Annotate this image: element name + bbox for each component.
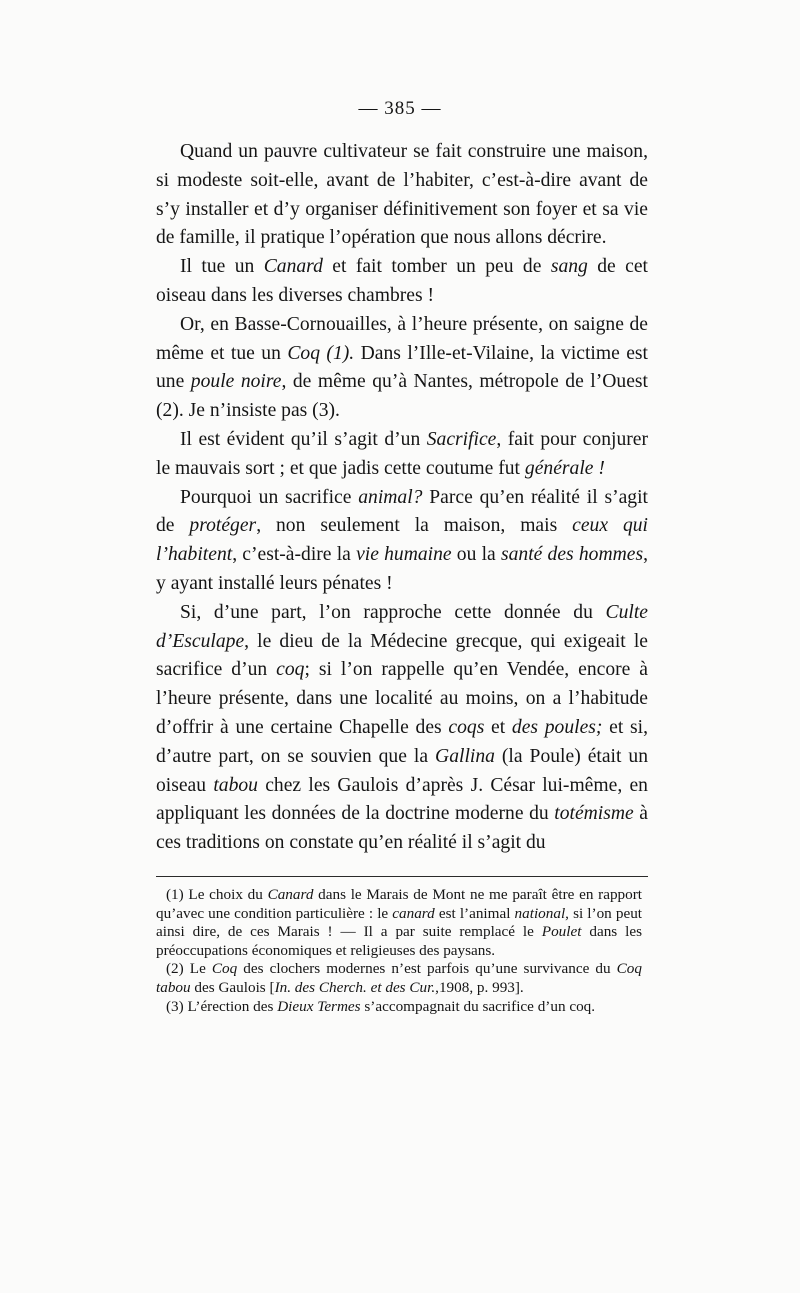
italic-text: Dieux Termes	[277, 997, 361, 1015]
text-run: Il est évident qu’il s’agit d’un	[180, 428, 427, 450]
text-run: (1) Le choix du	[166, 886, 268, 903]
italic-text: Canard	[263, 256, 323, 278]
text-run: , y ayant installé leurs pénates !	[156, 544, 648, 594]
text-run: , non seulement la maison, mais	[256, 515, 573, 537]
text-run: dans le Marais de Mont ne me paraît être en rapport qu’avec une condition particulière : le	[156, 886, 643, 922]
italic-text: coqs	[448, 716, 485, 738]
text-run: à ces traditions on constate qu’en réalité il s’agit du	[156, 803, 648, 854]
footnote	[156, 960, 642, 997]
footnote	[156, 998, 642, 1017]
italic-text: Canard	[267, 886, 314, 903]
italic-text: Sacrifice	[426, 428, 497, 450]
page-number: — 385 —	[358, 98, 442, 119]
italic-text: protéger	[189, 515, 257, 537]
italic-text: Coq (1).	[287, 342, 355, 364]
italic-text: santé des hommes	[500, 544, 644, 566]
text-run: Il tue un	[180, 256, 264, 278]
text-run: , c’est-à-dire la	[232, 544, 357, 566]
main-text	[156, 138, 648, 858]
text-run: de cet oiseau dans les diverses chambres !	[156, 256, 648, 306]
text-run: Quand un pauvre cultivateur se fait construire une maison, si modeste soit-elle, avant de l’habiter, c’est-à-dire avant de s’y installer et d’y organiser définitivement son foyer et sa vie de famille, il pratique l’opération que nous allons décrire.	[156, 141, 648, 249]
text-run: ,1908, p. 993].	[435, 978, 524, 996]
italic-text: Poulet	[541, 923, 582, 941]
text-run: , de même qu’à Nantes, métropole de l’Ouest (2). Je n’insiste pas (3).	[156, 371, 648, 422]
text-run: (3) L’érection des	[166, 997, 278, 1015]
italic-text: totémisme	[554, 803, 634, 825]
italic-text: ceux qui l’habitent	[156, 515, 648, 566]
text-run: Si, d’une part, l’on rapproche cette donnée du	[180, 601, 606, 623]
text-run: s’accompagnait du sacrifice d’un coq.	[360, 997, 596, 1015]
text-run: Or, en Basse-Cornouailles, à l’heure présente, on saigne de même et tue un	[156, 313, 648, 364]
text-run: ou la	[451, 544, 501, 566]
text-run: ; si l’on rappelle qu’en Vendée, encore à l’heure présente, dans une localité au moins, on a l’habitude d’offrir à une certaine Chapelle des	[156, 659, 649, 738]
italic-text: coq	[276, 659, 305, 681]
text-run: , fait pour conjurer le mauvais sort ; et que jadis cette coutume fut	[156, 428, 648, 479]
paragraph	[156, 484, 648, 599]
italic-text: animal?	[358, 486, 423, 508]
italic-text: national	[514, 904, 566, 922]
text-run: et	[484, 716, 512, 738]
text-run: dans les préoccupations économiques et religieuses des paysans.	[156, 923, 642, 959]
text-run: et si, d’autre part, on se souvien que la	[156, 716, 649, 767]
paragraph	[156, 138, 648, 253]
text-run: (la Poule) était un oiseau	[156, 745, 649, 796]
text-run: Parce qu’en réalité il s’agit de	[156, 486, 648, 537]
italic-text: canard	[392, 904, 435, 922]
italic-text: poule noire	[190, 371, 282, 393]
footnotes	[156, 886, 642, 1016]
text-run: est l’animal	[434, 904, 515, 922]
text-run: , si l’on peut ainsi dire, de ces Marais ! — Il a par suite remplacé le	[156, 904, 643, 941]
text-run: Pourquoi un sacrifice	[180, 486, 359, 508]
text-run: des Gaulois [	[190, 978, 275, 996]
footnote	[156, 886, 642, 960]
italic-text: Culte d’Esculape	[156, 601, 648, 652]
paragraph	[156, 311, 648, 426]
footnote-divider	[156, 876, 648, 877]
text-run: et fait tomber un peu de	[322, 256, 551, 278]
paragraph	[156, 253, 648, 311]
text-run: Dans l’Ille-et-Vilaine, la victime est une	[156, 342, 649, 393]
italic-text: tabou	[213, 774, 258, 796]
text-run: chez les Gaulois d’après J. César lui-même, en appliquant les données de la doctrine moderne du	[156, 774, 648, 825]
text-run: , le dieu de la Médecine grecque, qui exigeait le sacrifice d’un	[156, 630, 648, 681]
italic-text: des poules;	[511, 716, 603, 738]
italic-text: vie humaine	[356, 544, 452, 566]
paragraph	[156, 426, 648, 484]
italic-text: sang	[550, 256, 588, 278]
paragraph	[156, 599, 648, 858]
italic-text: Gallina	[435, 745, 495, 767]
italic-text: Coq	[211, 960, 238, 978]
italic-text: Coq tabou	[156, 960, 642, 996]
text-run: (2) Le	[166, 960, 212, 978]
text-run: des clochers modernes n’est parfois qu’une survivance du	[237, 960, 617, 978]
italic-text: générale !	[524, 457, 605, 479]
italic-text: In. des Cherch. et des Cur.	[274, 978, 436, 996]
